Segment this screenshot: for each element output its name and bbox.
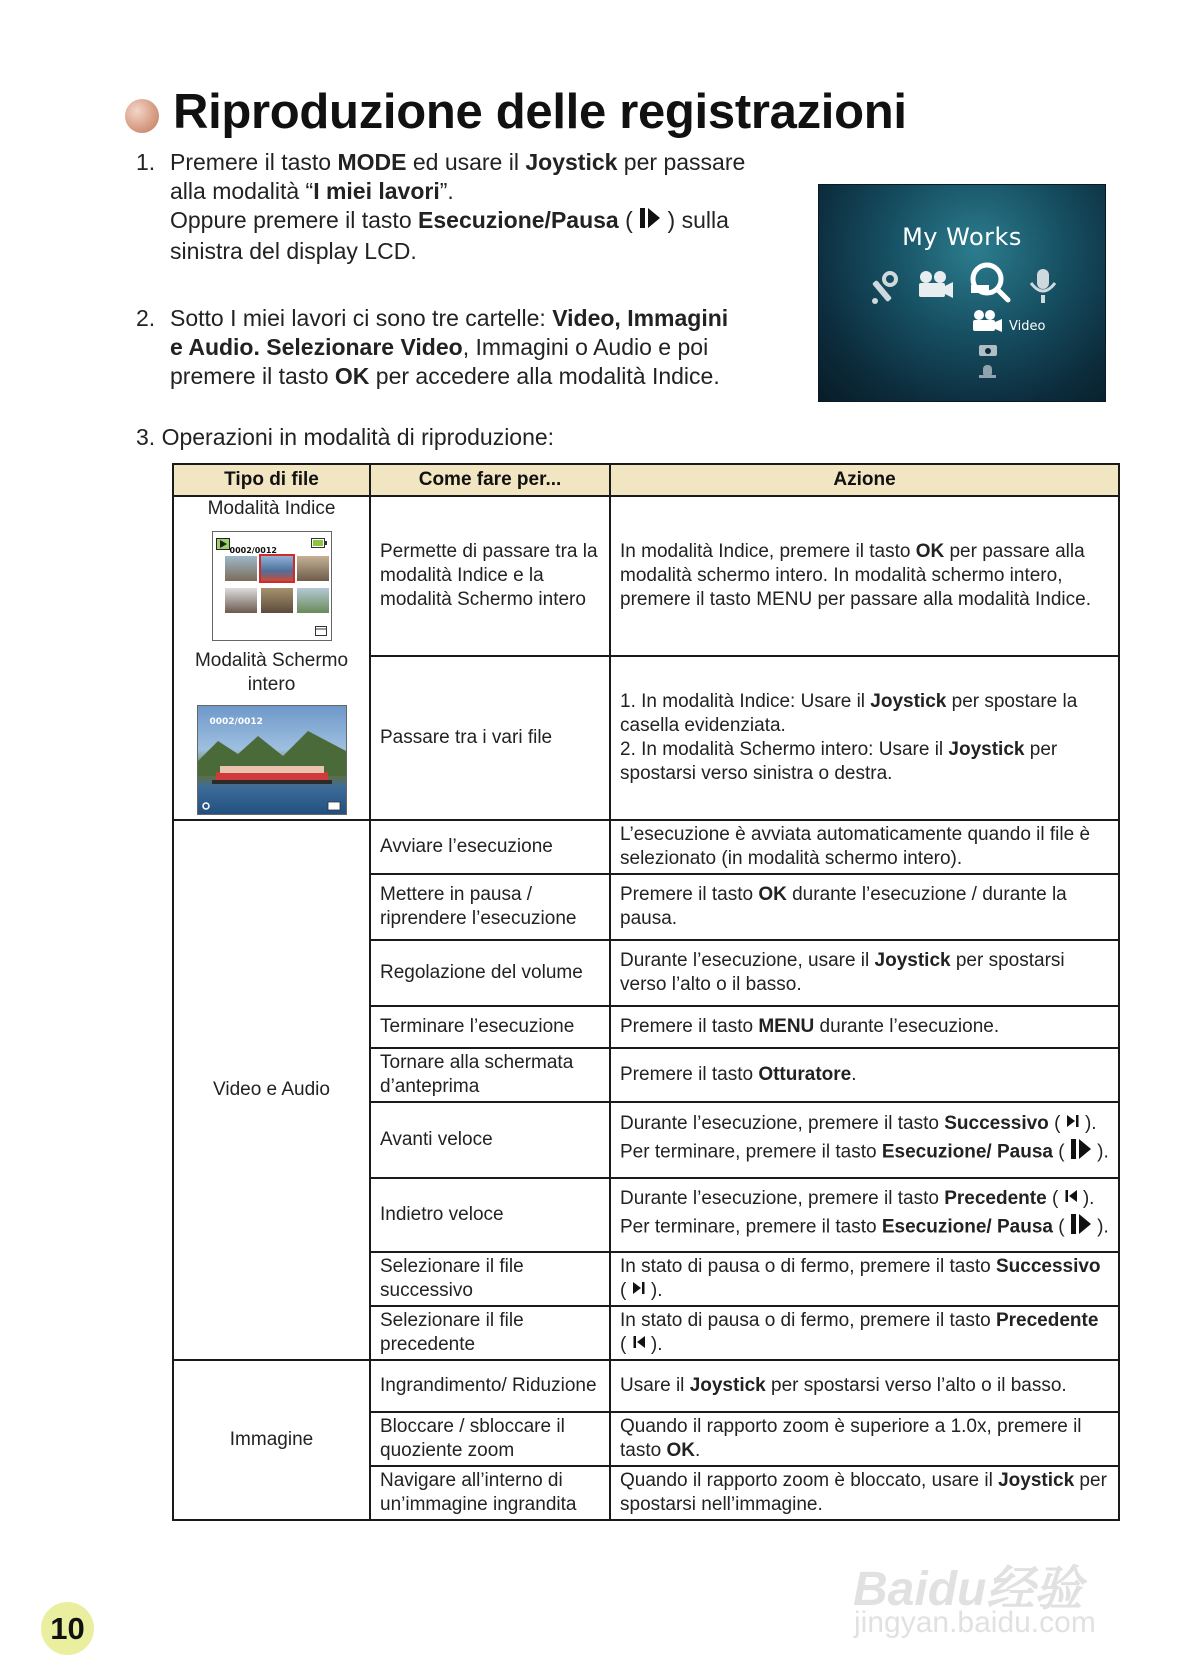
text: . <box>694 1440 701 1461</box>
text: ( <box>1052 1216 1070 1238</box>
text: ”. <box>439 178 454 204</box>
video-submenu-icon <box>973 310 1002 332</box>
file-type-cell-image: Immagine <box>173 1360 370 1520</box>
thumb-tile <box>225 588 257 613</box>
bold-text: Joystick <box>948 738 1025 760</box>
full-mode-label: Modalità Schermo intero <box>194 650 349 695</box>
how-to-cell: Terminare l’esecuzione <box>370 1006 610 1048</box>
action-cell <box>610 1102 1119 1178</box>
text: ). <box>1091 1216 1109 1238</box>
next-icon <box>632 1279 646 1303</box>
step-line <box>170 362 790 391</box>
thumb-counter: 0002/0012 <box>229 546 277 555</box>
bold-text: Precedente <box>995 1309 1099 1331</box>
page-number: 10 <box>41 1602 94 1655</box>
action-cell <box>610 820 1119 874</box>
text: ( <box>620 1280 632 1301</box>
how-to-cell: Avanti veloce <box>370 1102 610 1178</box>
step-number: 1. <box>136 149 156 175</box>
index-mode-thumbnail <box>212 531 332 641</box>
play-mode-icon <box>216 538 230 550</box>
table-row <box>173 496 1119 656</box>
action-cell <box>610 874 1119 940</box>
thumb-tile <box>297 588 329 613</box>
text: . <box>851 1064 857 1085</box>
magnifier-icon <box>971 265 1008 300</box>
previous-icon <box>632 1333 646 1357</box>
action-cell <box>610 1360 1119 1412</box>
how-to-cell: Passare tra i vari file <box>370 656 610 820</box>
text: ( <box>1046 1188 1064 1210</box>
bold-text: I miei lavori <box>313 178 440 204</box>
bold-text: MENU <box>758 1016 815 1037</box>
step-number: 2. <box>136 305 156 331</box>
lcd-selected-label: Video <box>1009 319 1046 334</box>
text: Durante l’esecuzione, premere il tasto <box>620 1113 945 1135</box>
play-pause-icon <box>1070 1137 1092 1168</box>
thumb-tile-selected <box>261 556 293 581</box>
how-to-cell: Bloccare / sbloccare il quoziente zoom <box>370 1412 610 1466</box>
action-cell <box>610 1006 1119 1048</box>
text: L’esecuzione è avviata automaticamente quando il file è selezionato (in modalità schermo intero). <box>620 824 1091 869</box>
table-header-row <box>173 464 1119 496</box>
text: Usare il <box>620 1375 690 1396</box>
text: ). <box>645 1334 663 1355</box>
bold-text: Esecuzione/ Pausa <box>881 1216 1053 1238</box>
file-type-cell-video-audio: Video e Audio <box>173 820 370 1360</box>
text: ). Per terminare, premere il tasto <box>620 1113 1097 1163</box>
header-how-to: Come fare per... <box>370 464 610 496</box>
step-2 <box>136 304 776 394</box>
action-cell <box>610 1048 1119 1102</box>
title-bullet-icon <box>125 99 159 133</box>
thumb-counter: 0002/0012 <box>209 717 263 727</box>
text: ). <box>1091 1141 1109 1163</box>
text: per spostare la casella evidenziata. <box>620 690 1078 736</box>
text: ed usare il <box>406 149 526 175</box>
step-line <box>170 206 790 237</box>
bold-text: Joystick <box>689 1375 766 1396</box>
text: Premere il tasto <box>170 149 338 175</box>
action-cell <box>610 656 1119 820</box>
playback-operations-table <box>172 463 1120 1521</box>
bold-text: Successivo <box>995 1255 1101 1277</box>
bold-text: MODE <box>337 149 407 175</box>
lcd-screen-my-works <box>818 184 1106 402</box>
text: ( <box>1052 1141 1070 1163</box>
thumb-tile <box>225 556 257 581</box>
text: durante l’esecuzione. <box>814 1016 1000 1037</box>
card-icon <box>315 626 327 636</box>
how-to-cell: Avviare l’esecuzione <box>370 820 610 874</box>
microphone-icon <box>1031 269 1055 303</box>
how-to-cell: Tornare alla schermata d’anteprima <box>370 1048 610 1102</box>
text: Quando il rapporto zoom è bloccato, usare il <box>620 1470 999 1491</box>
bold-text: Joystick <box>870 690 947 712</box>
text: durante l’esecuzione / durante la pausa. <box>620 884 1067 929</box>
how-to-cell: Selezionare il file precedente <box>370 1306 610 1360</box>
play-pause-icon <box>639 206 661 237</box>
text: ). Per terminare, premere il tasto <box>620 1188 1095 1238</box>
text: ( <box>618 207 640 233</box>
text: per passare <box>617 149 746 175</box>
text: ) sulla <box>661 207 729 233</box>
how-to-cell: Permette di passare tra la modalità Indice e la modalità Schermo intero <box>370 496 610 656</box>
thumb-tile <box>261 588 293 613</box>
how-to-cell: Selezionare il file successivo <box>370 1252 610 1306</box>
bold-text: Esecuzione/Pausa <box>418 207 619 233</box>
step-line <box>170 304 790 333</box>
action-cell <box>610 1178 1119 1252</box>
text: per spostarsi verso l’alto o il basso. <box>620 950 1065 995</box>
action-cell <box>610 1306 1119 1360</box>
thumb-tile <box>297 556 329 581</box>
text: In stato di pausa o di fermo, premere il tasto <box>620 1255 996 1277</box>
action-cell <box>610 1412 1119 1466</box>
bold-text: Otturatore <box>758 1064 852 1085</box>
file-type-cell-index <box>173 496 370 820</box>
lcd-icons <box>819 185 1105 401</box>
text: In modalità Indice, premere il tasto <box>620 540 916 562</box>
watermark-url: jingyan.baidu.com <box>854 1606 1096 1639</box>
text: per accedere alla modalità Indice. <box>369 363 720 389</box>
step-text <box>170 148 790 266</box>
how-to-cell: Regolazione del volume <box>370 940 610 1006</box>
bold-text: Esecuzione/ Pausa <box>881 1141 1053 1163</box>
text: Durante l’esecuzione, usare il <box>620 950 875 971</box>
text: Sotto I miei lavori ci sono tre cartelle: <box>170 305 553 331</box>
camera-submenu-icon <box>979 345 997 356</box>
step-line <box>170 148 790 177</box>
bold-text: e Audio. Selezionare Video <box>170 334 463 360</box>
text: premere il tasto <box>170 363 335 389</box>
index-mode-label: Modalità Indice <box>207 498 336 519</box>
text: per spostarsi nell’immagine. <box>620 1470 1107 1515</box>
how-to-cell: Indietro veloce <box>370 1178 610 1252</box>
text: Premere il tasto <box>620 1016 759 1037</box>
text: Oppure premere il tasto <box>170 207 419 233</box>
battery-icon <box>311 538 327 548</box>
text: per spostarsi verso l’alto o il basso. <box>765 1375 1067 1396</box>
step-3: 3. Operazioni in modalità di riproduzione: <box>136 424 555 450</box>
bold-text: Joystick <box>874 950 951 971</box>
how-to-cell: Ingrandimento/ Riduzione <box>370 1360 610 1412</box>
text: Durante l’esecuzione, premere il tasto <box>620 1188 945 1210</box>
lcd-title: My Works <box>902 223 1022 251</box>
bold-text: OK <box>666 1440 695 1461</box>
text: 1. In modalità Indice: Usare il <box>620 690 871 712</box>
bold-text: Successivo <box>944 1113 1049 1135</box>
boat-photo <box>198 706 346 814</box>
text: sinistra del display LCD. <box>170 238 417 265</box>
text: Quando il rapporto zoom è superiore a 1.0x, premere il tasto <box>620 1416 1082 1461</box>
text: per passare alla modalità schermo intero. In modalità schermo intero, premere il tasto MENU per passare alla modalità Indice. <box>620 540 1091 610</box>
action-cell <box>610 496 1119 656</box>
text: per spostarsi verso sinistra o destra. <box>620 738 1058 784</box>
previous-icon <box>1064 1187 1078 1211</box>
text: ). <box>645 1280 663 1301</box>
step-text <box>170 304 790 391</box>
bold-text: OK <box>758 884 787 905</box>
header-file-type: Tipo di file <box>173 464 370 496</box>
action-cell <box>610 940 1119 1006</box>
step-line <box>170 177 790 206</box>
step-line <box>170 237 790 266</box>
wrench-icon <box>872 273 896 304</box>
next-icon <box>1066 1112 1080 1136</box>
play-pause-icon <box>1070 1212 1092 1243</box>
bold-text: Joystick <box>525 149 618 175</box>
text: ( <box>1048 1113 1066 1135</box>
how-to-cell: Navigare all’interno di un’immagine ingrandita <box>370 1466 610 1520</box>
bold-text: Precedente <box>944 1188 1047 1210</box>
header-action: Azione <box>610 464 1119 496</box>
text: alla modalità “ <box>170 178 314 204</box>
video-camera-icon <box>919 271 953 298</box>
step-1 <box>136 148 776 268</box>
page-title: Riproduzione delle registrazioni <box>173 85 907 139</box>
step-line <box>170 333 790 362</box>
text: 2. In modalità Schermo intero: Usare il <box>620 738 949 760</box>
action-cell <box>610 1466 1119 1520</box>
table-row <box>173 820 1119 874</box>
mic-submenu-icon <box>979 365 996 378</box>
text: , Immagini o Audio e poi <box>462 334 709 360</box>
watermark-logo: Baidu经验 <box>853 1563 1083 1616</box>
table-row <box>173 1360 1119 1412</box>
text: In stato di pausa o di fermo, premere il tasto <box>620 1309 996 1331</box>
how-to-cell: Mettere in pausa / riprendere l’esecuzione <box>370 874 610 940</box>
bold-text: Joystick <box>998 1470 1075 1491</box>
text: Premere il tasto <box>620 1064 759 1085</box>
text: Premere il tasto <box>620 884 759 905</box>
text: ( <box>620 1334 632 1355</box>
bold-text: OK <box>915 540 945 562</box>
bold-text: OK <box>334 363 370 389</box>
action-cell <box>610 1252 1119 1306</box>
full-mode-thumbnail <box>197 705 347 815</box>
bold-text: Video, Immagini <box>552 305 729 331</box>
